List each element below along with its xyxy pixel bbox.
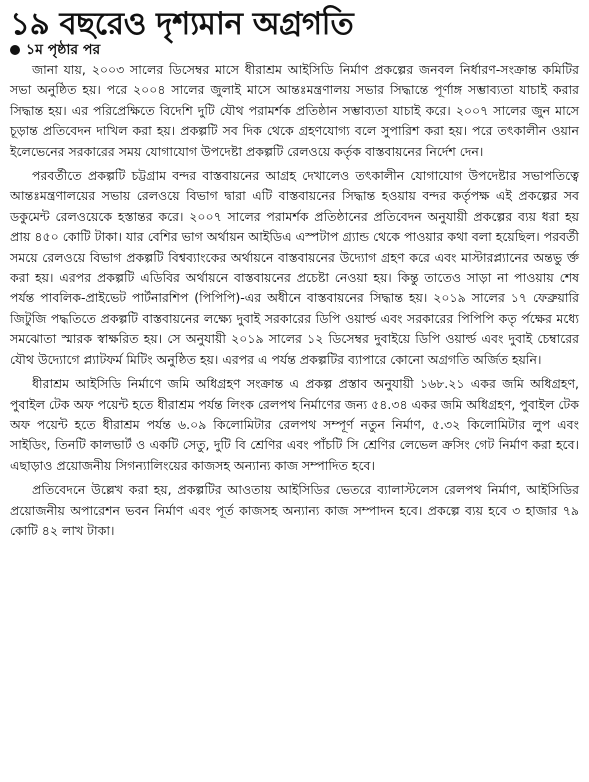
headline: ১৯ বছরেও দৃশ্যমান অগ্রগতি [10, 6, 354, 42]
continued-from-label: ১ম পৃষ্ঠার পর [26, 42, 101, 58]
paragraph: ধীরাশ্রম আইসিডি নির্মাণে জমি অধিগ্রহণ সংক্রান্ত এ প্রকল্প প্রস্তাব অনুযায়ী ১৬৮.২১ একর জমি অধিগ্রহণ, পুবাইল টেক অফ পয়েন্ট হতে ধীরাশ্রম পর্যন্ত লিংক রেলপথ নির্মাণের জন্য ৫৪.৩৪ একর জমি অধিগ্রহণ, পুবাইল টেক অফ পয়েন্ট হতে ধীরাশ্রম পর্যন্ত ৬.০৯ কিলোমিটার রেলপথ সম্পূর্ণ নতুন নির্মাণ, ৫.৩২ কিলোমিটার লুপ এবং সাইডিং, তিনটি কালভার্ট ও একটি সেতু, দুটি বি শ্রেণির এবং পাঁচটি সি শ্রেণির লেভেল ক্রসিং গেট নির্মাণ করা হবে। এছাড়াও প্রয়োজনীয় সিগন্যালিংয়ের কাজসহ অন্যান্য কাজ সম্পাদিত হবে। [10, 376, 579, 473]
bullet-icon [10, 45, 20, 55]
paragraph: পরবর্তীতে প্রকল্পটি চট্টগ্রাম বন্দর বাস্তবায়নের আগ্রহ দেখালেও তৎকালীন যোগাযোগ উপদেষ্টার সভাপতিত্বে আন্তঃমন্ত্রণালয়ের সভায় রেলওয়ে বিভাগ দ্বারা এটি বাস্তবায়নের সিদ্ধান্ত হওয়ায় বন্দর কর্তৃপক্ষ এই প্রকল্পের সব ডকুমেন্ট রেলওয়েকে হস্তান্তর করে। ২০০৭ সালের পরামর্শক প্রতিষ্ঠানের প্রতিবেদন অনুযায়ী প্রকল্পের ব্যয় ধরা হয় প্রায় ৪৫০ কোটি টাকা। যার বেশির ভাগ অর্থায়ন আইডিএ এস্পটাপ গ্র্যান্ড থেকে পাওয়ার কথা বলা হয়েছিল। পরবর্তী সময়ে রেলওয়ে বিভাগ প্রকল্পটি বিশ্বব্যাংকের অর্থায়নে বাস্তবায়নের উদ্যোগ গ্রহণ করে এবং মাস্টারপ্ল্যানের অন্তভু র্ক্ত করা হয়। এরপর প্রকল্পটি এডিবির অর্থায়নে বাস্তবায়নের প্রচেষ্টা নেওয়া হয়। কিন্তু তাতেও সাড়া না পাওয়ায় শেষ পর্যন্ত পাবলিক-প্রাইভেট পার্টনারশিপ (পিপিপি)-এর অধীনে বাস্তবায়নের সিদ্ধান্ত হয়। ২০১৯ সালের ১৭ ফেব্রুয়ারি জিটুজি পদ্ধতিতে প্রকল্পটি বাস্তবায়নের লক্ষ্যে দুবাই সরকারের ডিপি ওয়ার্ল্ড এবং সরকারের পিপিপি কতৃ র্পক্ষের মধ্যে সমঝোতা স্মারক স্বাক্ষরিত হয়। সে অনুযায়ী ২০১৯ সালের ১২ ডিসেম্বর দুবাইয়ে ডিপি ওয়ার্ল্ড এবং দুবাই চেম্বারের যৌথ উদ্যোগে প্ল্যাটফর্ম মিটিং অনুষ্ঠিত হয়। এরপর এ পর্যন্ত প্রকল্পটির ব্যাপারে কোনো অগ্রগতি অর্জিত হয়নি। [10, 168, 579, 367]
paragraph: জানা যায়, ২০০৩ সালের ডিসেম্বর মাসে ধীরাশ্রম আইসিডি নির্মাণ প্রকল্পের জনবল নির্ধারণ-সংক্রান্ত কমিটির সভা অনুষ্ঠিত হয়। পরে ২০০৪ সালের জুলাই মাসে আন্তঃমন্ত্রণালয় সভার সিদ্ধান্তে পূর্ণাঙ্গ সম্ভাব্যতা যাচাই করার সিদ্ধান্ত হয়। এর পরিপ্রেক্ষিতে বিদেশি দুটি যৌথ পরামর্শক প্রতিষ্ঠান সম্ভাব্যতা যাচাই করে। ২০০৭ সালের জুন মাসে চূড়ান্ত প্রতিবেদন দাখিল করা হয়। প্রকল্পটি সব দিক থেকে গ্রহণযোগ্য বলে সুপারিশ করা হয়। পরে তৎকালীন ওয়ান ইলেভেনের সরকারের সময় যোগাযোগ উপদেষ্টা প্রকল্পটি রেলওয়ে কর্তৃক বাস্তবায়নের নির্দেশ দেন। [10, 62, 579, 159]
paragraph: প্রতিবেদনে উল্লেখ করা হয়, প্রকল্পটির আওতায় আইসিডির ভেতরে ব্যালাস্টলেস রেলপথ নির্মাণ, আইসিডির প্রয়োজনীয় অপারেশন ভবন নির্মাণ এবং পূর্ত কাজসহ অন্যান্য কাজ সম্পাদন হবে। প্রকল্পে ব্যয় হবে ৩ হাজার ৭৯ কোটি ৪২ লাখ টাকা। [10, 482, 579, 538]
article-body [10, 60, 579, 541]
continued-from-line [10, 41, 579, 59]
